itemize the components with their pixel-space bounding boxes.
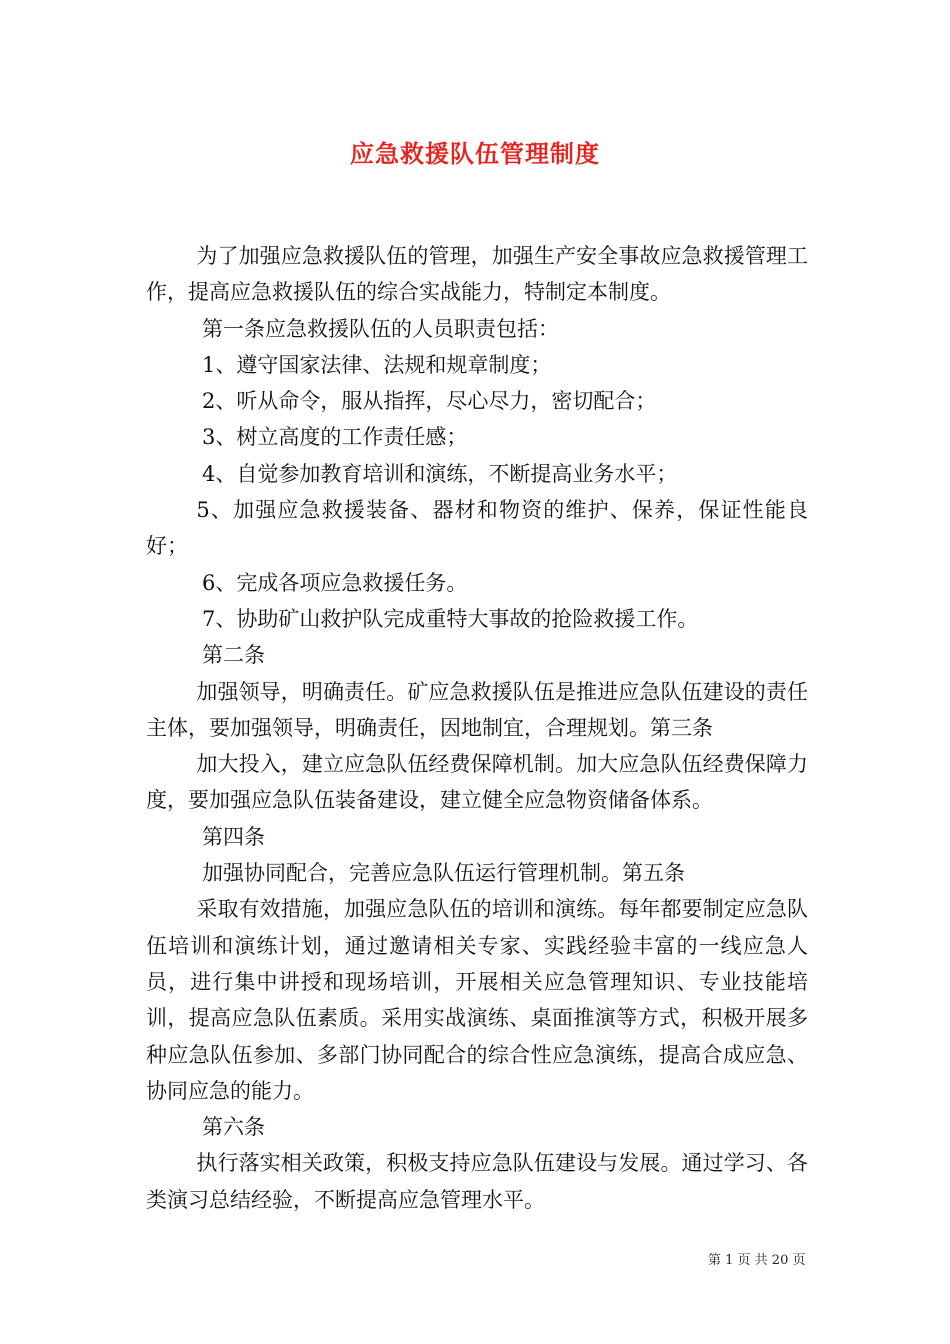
article-3-paragraph: 加大投入，建立应急队伍经费保障机制。加大应急队伍经费保障力度，要加强应急队伍装备建设，建立健全应急物资储备体系。: [146, 752, 808, 813]
article-2-paragraph: 加强领导，明确责任。矿应急救援队伍是推进应急队伍建设的责任主体，要加强领导，明确责任，因地制宜，合理规划。第三条: [146, 679, 808, 740]
duty-item: 4、自觉参加教育培训和演练，不断提高业务水平；: [202, 461, 678, 486]
page-number-footer: 第 1 页 共 20 页: [708, 1253, 806, 1268]
document-title: 应急救援队伍管理制度: [350, 139, 600, 168]
duty-item: 1、遵守国家法律、法规和规章制度；: [202, 352, 552, 377]
duty-item: 5、加强应急救援装备、器材和物资的维护、保养，保证性能良好；: [146, 498, 808, 559]
document-body: [146, 238, 808, 1218]
article-6-heading: 第六条: [202, 1115, 265, 1140]
article-1-heading: 第一条应急救援队伍的人员职责包括：: [202, 316, 559, 341]
duty-item: 7、协助矿山救护队完成重特大事故的抢险救援工作。: [202, 606, 699, 631]
duty-item: 6、完成各项应急救援任务。: [202, 570, 468, 595]
duty-item: 3、树立高度的工作责任感；: [202, 425, 468, 450]
article-2-heading: 第二条: [202, 643, 265, 668]
intro-paragraph: 为了加强应急救援队伍的管理，加强生产安全事故应急救援管理工作，提高应急救援队伍的综合实战能力，特制定本制度。: [146, 244, 808, 305]
article-6-paragraph: 执行落实相关政策，积极支持应急队伍建设与发展。通过学习、各类演习总结经验，不断提高应急管理水平。: [146, 1151, 808, 1212]
article-4-paragraph: 加强协同配合，完善应急队伍运行管理机制。第五条: [202, 861, 685, 886]
duty-item: 2、听从命令，服从指挥，尽心尽力，密切配合；: [202, 389, 657, 414]
article-5-paragraph: 采取有效措施，加强应急队伍的培训和演练。每年都要制定应急队伍培训和演练计划，通过邀请相关专家、实践经验丰富的一线应急人员，进行集中讲授和现场培训，开展相关应急管理知识、专业技能培训，提高应急队伍素质。采用实战演练、桌面推演等方式，积极开展多种应急队伍参加、多部门协同配合的综合性应急演练，提高合成应急、协同应急的能力。: [146, 897, 808, 1103]
article-4-heading: 第四条: [202, 824, 265, 849]
